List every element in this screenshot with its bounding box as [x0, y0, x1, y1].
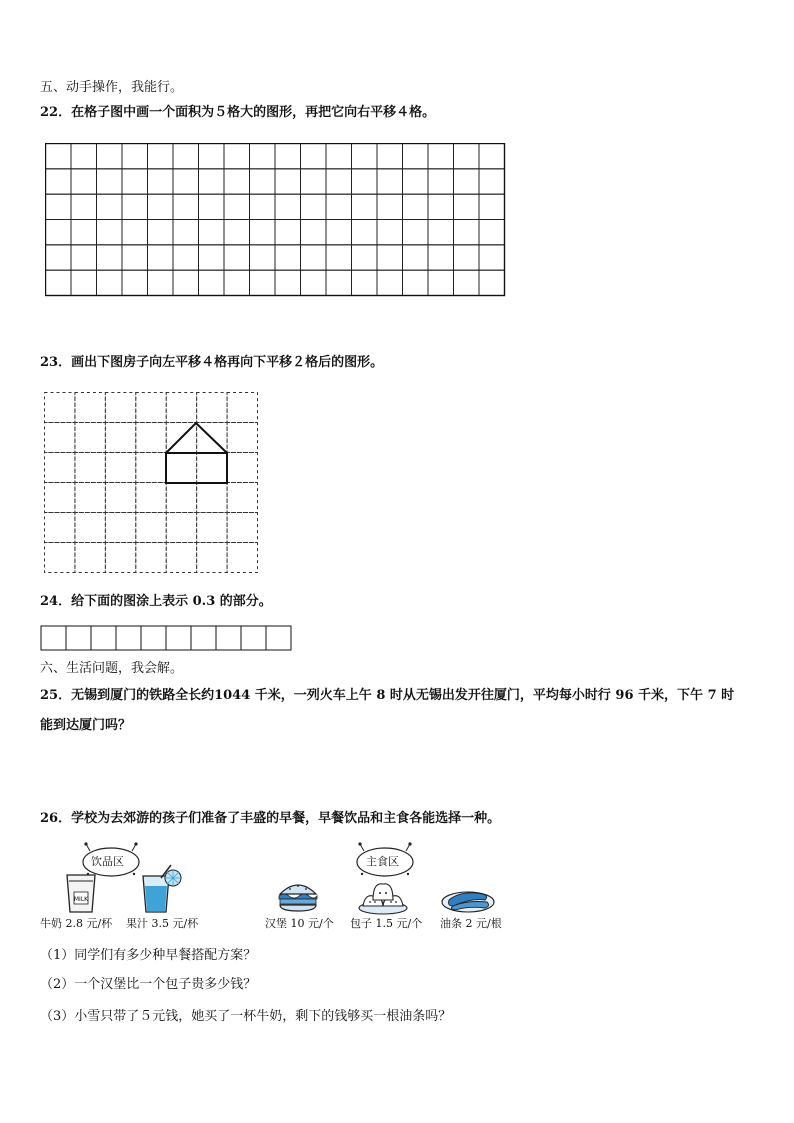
grid-cell[interactable]: [326, 270, 352, 295]
juice-glass-icon: [139, 862, 183, 914]
grid-cell[interactable]: [454, 220, 480, 245]
grid-cell[interactable]: [326, 144, 352, 169]
grid-cell[interactable]: [199, 194, 225, 219]
grid-cell[interactable]: [166, 393, 196, 423]
grid-cell[interactable]: [224, 220, 250, 245]
grid-cell[interactable]: [241, 626, 266, 650]
grid-cell[interactable]: [479, 245, 505, 270]
question-26-part-2: （2）一个汉堡比一个包子贵多少钱？: [40, 977, 257, 992]
grid-cell[interactable]: [71, 220, 97, 245]
grid-cell[interactable]: [227, 513, 257, 543]
grid-cell[interactable]: [122, 194, 148, 219]
grid-cell[interactable]: [45, 543, 75, 573]
grid-cell[interactable]: [141, 626, 166, 650]
grid-cell[interactable]: [479, 144, 505, 169]
grid-cell[interactable]: [46, 270, 72, 295]
grid-cell[interactable]: [275, 144, 301, 169]
section-five-heading: 五、动手操作，我能行。: [40, 80, 184, 95]
grid-cell[interactable]: [326, 245, 352, 270]
food-zone-label: 主食区: [366, 855, 399, 868]
grid-cell[interactable]: [250, 144, 276, 169]
question-22-grid[interactable]: [45, 143, 507, 299]
grid-cell[interactable]: [105, 423, 135, 453]
grid-cell[interactable]: [352, 144, 378, 169]
grid-cell[interactable]: [428, 270, 454, 295]
grid-cell[interactable]: [148, 169, 174, 194]
grid-cell[interactable]: [428, 194, 454, 219]
grid-cell[interactable]: [166, 453, 196, 483]
grid-cell[interactable]: [301, 194, 327, 219]
grid-cell[interactable]: [479, 270, 505, 295]
grid-cell[interactable]: [97, 245, 123, 270]
grid-cell[interactable]: [403, 220, 429, 245]
fried-dough-stick-icon: [441, 884, 495, 914]
grid-cell[interactable]: [148, 270, 174, 295]
grid-cell[interactable]: [148, 245, 174, 270]
grid-cell[interactable]: [377, 194, 403, 219]
grid-cell[interactable]: [479, 220, 505, 245]
grid-cell[interactable]: [45, 483, 75, 513]
grid-cell[interactable]: [136, 543, 166, 573]
grid-cell[interactable]: [97, 270, 123, 295]
grid-cell[interactable]: [275, 220, 301, 245]
grid-cell[interactable]: [377, 245, 403, 270]
grid-cell[interactable]: [173, 270, 199, 295]
grid-cell[interactable]: [377, 144, 403, 169]
grid-cell[interactable]: [75, 423, 105, 453]
dough-stick-price-label: 油条 2 元/根: [440, 917, 502, 930]
grid-cell[interactable]: [428, 169, 454, 194]
grid-cell[interactable]: [224, 144, 250, 169]
grid-cell[interactable]: [227, 393, 257, 423]
question-26-part-3: （3）小雪只带了５元钱，她买了一杯牛奶，剩下的钱够买一根油条吗？: [40, 1009, 452, 1024]
milk-price-label: 牛奶 2.8 元/杯: [40, 917, 113, 930]
grid-cell[interactable]: [75, 393, 105, 423]
question-26-part-1: （1）同学们有多少种早餐搭配方案？: [40, 948, 257, 963]
grid-cell[interactable]: [275, 270, 301, 295]
grid-cell[interactable]: [75, 513, 105, 543]
grid-cell[interactable]: [122, 169, 148, 194]
grid-cell[interactable]: [352, 220, 378, 245]
grid-cell[interactable]: [136, 453, 166, 483]
question-24: 24．给下面的图涂上表示 0.3 的部分。: [40, 594, 272, 609]
grid-cell[interactable]: [75, 543, 105, 573]
grid-cell[interactable]: [428, 144, 454, 169]
grid-cell[interactable]: [105, 453, 135, 483]
grid-cell[interactable]: [266, 626, 291, 650]
grid-cell[interactable]: [199, 270, 225, 295]
grid-cell[interactable]: [227, 483, 257, 513]
grid-cell[interactable]: [46, 194, 72, 219]
question-26: 26．学校为去郊游的孩子们准备了丰盛的早餐，早餐饮品和主食各能选择一种。: [40, 811, 501, 826]
grid-cell[interactable]: [166, 543, 196, 573]
grid-cell[interactable]: [377, 270, 403, 295]
grid-cell[interactable]: [403, 245, 429, 270]
grid-cell[interactable]: [352, 245, 378, 270]
bun-price-label: 包子 1.5 元/个: [350, 917, 423, 930]
grid-cell[interactable]: [148, 220, 174, 245]
grid-cell[interactable]: [224, 194, 250, 219]
grid-cell[interactable]: [45, 453, 75, 483]
grid-cell[interactable]: [403, 270, 429, 295]
grid-cell[interactable]: [301, 270, 327, 295]
grid-cell[interactable]: [191, 626, 216, 650]
grid-cell[interactable]: [197, 513, 227, 543]
grid-cell[interactable]: [173, 194, 199, 219]
drink-zone-label: 饮品区: [91, 855, 124, 868]
decimal-strip[interactable]: [40, 625, 294, 653]
grid-cell[interactable]: [71, 245, 97, 270]
grid-cell[interactable]: [46, 144, 72, 169]
grid-cell[interactable]: [45, 393, 75, 423]
grid-cell[interactable]: [275, 245, 301, 270]
grid-cell[interactable]: [136, 393, 166, 423]
grid-cell[interactable]: [41, 626, 66, 650]
grid-cell[interactable]: [116, 626, 141, 650]
grid-cell[interactable]: [197, 483, 227, 513]
grid-cell[interactable]: [326, 220, 352, 245]
grid-cell[interactable]: [166, 483, 196, 513]
grid-cell[interactable]: [173, 220, 199, 245]
grid-cell[interactable]: [136, 483, 166, 513]
grid-cell[interactable]: [75, 453, 105, 483]
grid-cell[interactable]: [377, 169, 403, 194]
grid-cell[interactable]: [275, 194, 301, 219]
grid-cell[interactable]: [97, 144, 123, 169]
grid-cell[interactable]: [122, 270, 148, 295]
grid-cell[interactable]: [454, 144, 480, 169]
grid-cell[interactable]: [197, 543, 227, 573]
house-shape: [166, 423, 227, 483]
grid-cell[interactable]: [148, 194, 174, 219]
grid-cell[interactable]: [428, 220, 454, 245]
grid-cell[interactable]: [216, 626, 241, 650]
section-six-heading: 六、生活问题，我会解。: [40, 661, 184, 676]
question-25-line1: 25．无锡到厦门的铁路全长约1044 千米，一列火车上午 8 时从无锡出发开往厦门，平均每小时行 96 千米，下午 7 时: [40, 688, 735, 703]
grid-cell[interactable]: [136, 513, 166, 543]
grid-cell[interactable]: [105, 543, 135, 573]
grid-cell[interactable]: [136, 423, 166, 453]
grid-cell[interactable]: [122, 220, 148, 245]
grid-cell[interactable]: [199, 220, 225, 245]
grid-cell[interactable]: [105, 393, 135, 423]
grid-cell[interactable]: [105, 513, 135, 543]
grid-cell[interactable]: [352, 194, 378, 219]
grid-cell[interactable]: [250, 220, 276, 245]
grid-cell[interactable]: [45, 423, 75, 453]
grid-cell[interactable]: [403, 194, 429, 219]
question-25-line2: 能到达厦门吗？: [40, 718, 132, 733]
grid-cell[interactable]: [250, 169, 276, 194]
grid-cell[interactable]: [45, 513, 75, 543]
grid-cell[interactable]: [197, 393, 227, 423]
grid-cell[interactable]: [275, 169, 301, 194]
grid-cell[interactable]: [250, 245, 276, 270]
grid-cell[interactable]: [197, 453, 227, 483]
grid-cell[interactable]: [377, 220, 403, 245]
grid-cell[interactable]: [250, 194, 276, 219]
grid-cell[interactable]: [227, 423, 257, 453]
steamed-bun-icon: [357, 878, 409, 916]
grid-cell[interactable]: [250, 270, 276, 295]
grid-cell[interactable]: [148, 144, 174, 169]
grid-cell[interactable]: [479, 194, 505, 219]
grid-cell[interactable]: [173, 245, 199, 270]
grid-cell[interactable]: [97, 169, 123, 194]
grid-cell[interactable]: [301, 169, 327, 194]
milk-glass-icon: [64, 872, 98, 914]
question-22: 22．在格子图中画一个面积为５格大的图形，再把它向右平移４格。: [40, 105, 436, 120]
grid-cell[interactable]: [199, 144, 225, 169]
grid-cell[interactable]: [199, 169, 225, 194]
grid-cell[interactable]: [71, 194, 97, 219]
grid-cell[interactable]: [66, 626, 91, 650]
grid-cell[interactable]: [224, 169, 250, 194]
grid-cell[interactable]: [301, 220, 327, 245]
grid-cell[interactable]: [71, 270, 97, 295]
grid-cell[interactable]: [122, 245, 148, 270]
grid-cell[interactable]: [227, 543, 257, 573]
grid-cell[interactable]: [71, 144, 97, 169]
grid-cell[interactable]: [173, 169, 199, 194]
grid-cell[interactable]: [71, 169, 97, 194]
grid-cell[interactable]: [105, 483, 135, 513]
grid-cell[interactable]: [97, 220, 123, 245]
question-23-grid[interactable]: [44, 392, 260, 576]
grid-cell[interactable]: [352, 270, 378, 295]
grid-cell[interactable]: [224, 245, 250, 270]
grid-cell[interactable]: [479, 169, 505, 194]
grid-cell[interactable]: [403, 169, 429, 194]
grid-cell[interactable]: [97, 194, 123, 219]
grid-cell[interactable]: [91, 626, 116, 650]
grid-cell[interactable]: [46, 220, 72, 245]
milk-carton-text: MILK: [73, 896, 89, 903]
hamburger-price-label: 汉堡 10 元/个: [265, 917, 334, 930]
grid-cell[interactable]: [454, 169, 480, 194]
grid-cell[interactable]: [199, 245, 225, 270]
grid-cell[interactable]: [301, 144, 327, 169]
hamburger-icon: [276, 880, 320, 914]
grid-cell[interactable]: [46, 245, 72, 270]
grid-cell[interactable]: [224, 270, 250, 295]
grid-cell[interactable]: [122, 144, 148, 169]
grid-cell[interactable]: [403, 144, 429, 169]
grid-cell[interactable]: [454, 245, 480, 270]
juice-price-label: 果汁 3.5 元/杯: [126, 917, 199, 930]
grid-cell[interactable]: [75, 483, 105, 513]
grid-cell[interactable]: [326, 194, 352, 219]
question-23: 23．画出下图房子向左平移４格再向下平移２格后的图形。: [40, 355, 384, 370]
grid-cell[interactable]: [301, 245, 327, 270]
grid-cell[interactable]: [166, 513, 196, 543]
grid-cell[interactable]: [454, 270, 480, 295]
grid-cell[interactable]: [326, 169, 352, 194]
grid-cell[interactable]: [173, 144, 199, 169]
grid-cell[interactable]: [352, 169, 378, 194]
grid-cell[interactable]: [227, 453, 257, 483]
grid-cell[interactable]: [454, 194, 480, 219]
grid-cell[interactable]: [428, 245, 454, 270]
grid-cell[interactable]: [166, 626, 191, 650]
grid-cell[interactable]: [46, 169, 72, 194]
